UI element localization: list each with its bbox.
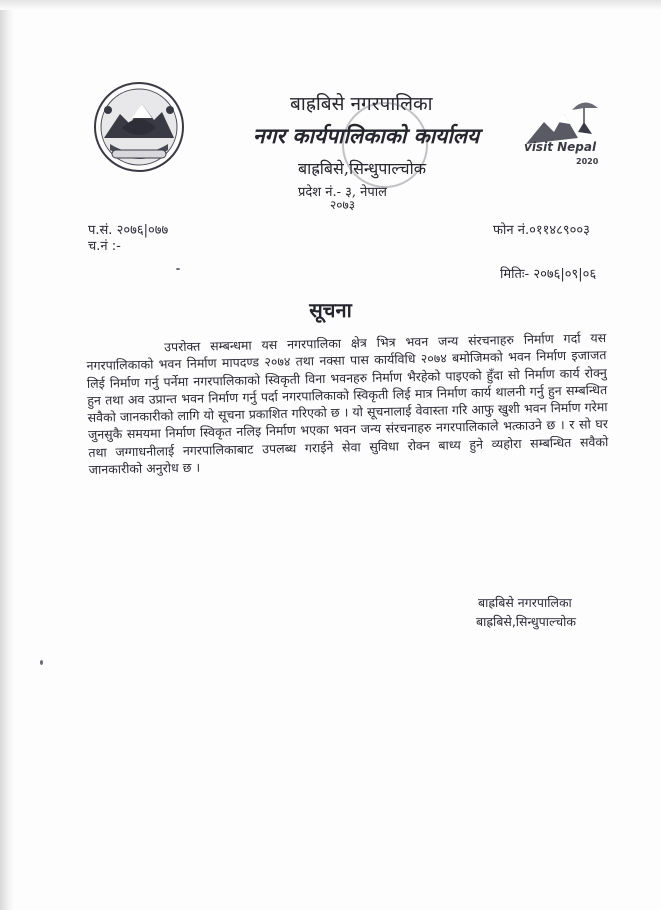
- office-location: बाह्रबिसे,सिन्धुपाल्चोक: [298, 159, 427, 178]
- visit-nepal-logo-icon: [522, 92, 614, 168]
- province: प्रदेश नं.- ३, नेपाल: [298, 185, 387, 200]
- phone-number: फोन नं.०११४८९००३: [493, 223, 590, 238]
- visit-nepal-text: visit Nepal: [524, 140, 597, 154]
- signature-place: बाह्रबिसे,सिन्धुपाल्चोक: [476, 614, 577, 629]
- municipality-name: बाह्रबिसे नगरपालिका: [290, 93, 433, 115]
- established-year: २०७३: [330, 198, 355, 212]
- scan-edge-left: [0, 0, 14, 910]
- scan-speck: [40, 660, 43, 665]
- scan-edge-top: [0, 0, 661, 10]
- notice-body: उपरोक्त सम्बन्धमा यस नगरपालिका क्षेत्र भित्र भवन जन्य संरचनाहरु निर्माण गर्दा यस नगरपालिकाको भवन निर्माण मापदण्ड २०७४ तथा नक्सा पास कार्यविधि २०७४ बमोजिमको भवन निर्माण इजाजत लिई निर्माण गर्नु पर्नेमा नगरपालिकाको स्विकृती विना भवनहरु निर्माण भैरहेको पाइएको हुँदा सो निर्माण कार्य रोक्नु हुन तथा अव उप्रान्त भवन निर्माण गर्नु पर्दा नगरपालिकाको स्विकृती लिई मात्र निर्माण कार्य थालनी गर्नु हुन सम्बन्धित सवैको जानकारीको लागि यो सूचना प्रकाशित गरिएको छ । यो सूचनालाई वेवास्ता गरि आफु खुशी भवन निर्माण गरेमा जुनसुकै समयमा निर्माण स्विकृत नलिइ निर्माण भएका भवन जन्य संरचनाहरु नगरपालिकाले भत्काउने छ । र सो घर तथा जग्गाधनीलाई नगरपालिकाबाट उपलब्ध गराईने सेवा सुविधा रोक्न बाध्य हुने व्यहोरा सम्बन्धित सवैको जानकारीको अनुरोध छ ।: [86, 330, 609, 478]
- notice-title: सूचना: [309, 298, 352, 322]
- nepal-government-emblem-icon: [92, 80, 186, 174]
- dispatch-number: च.नं :-: [88, 239, 121, 254]
- reference-number: प.सं. २०७६|०७७: [88, 223, 169, 238]
- notice-date: मितिः- २०७६|०९|०६: [500, 267, 597, 282]
- visit-nepal-year: 2020: [576, 157, 599, 166]
- office-name: नगर कार्यपालिकाको कार्यालय: [253, 123, 480, 148]
- signature-office: बाह्रबिसे नगरपालिका: [478, 595, 572, 610]
- scan-speck: [176, 268, 180, 270]
